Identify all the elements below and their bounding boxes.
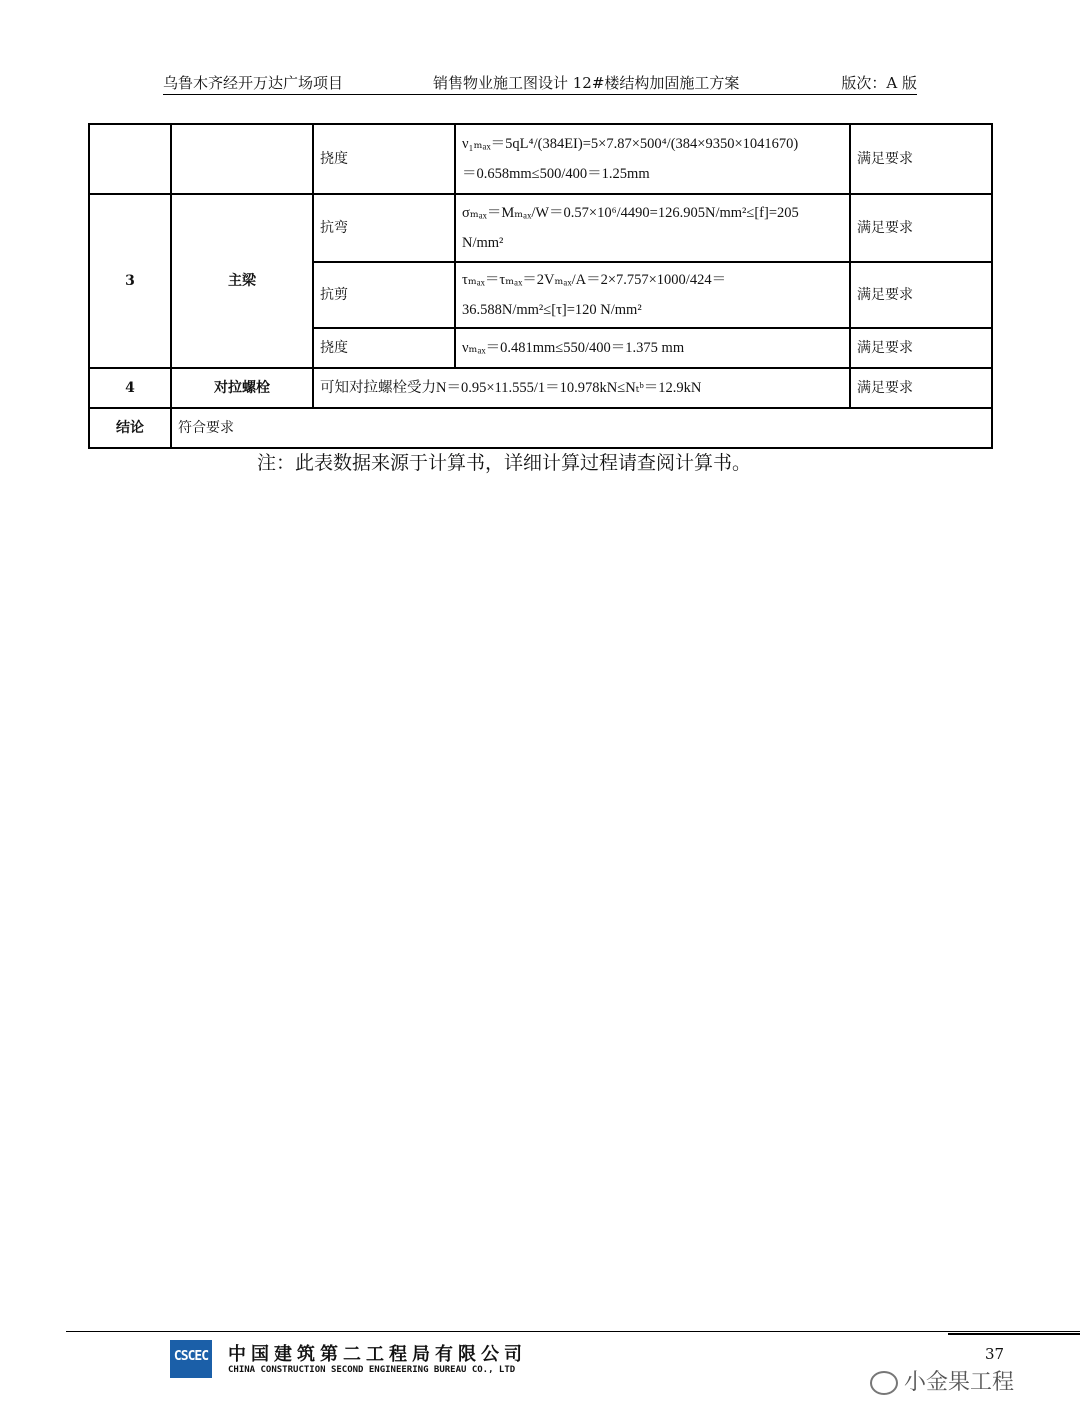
page-number: 37 [985, 1345, 1005, 1363]
formula-line: 36.588N/mm²≤[τ]=120 N/mm² [462, 302, 642, 318]
check-item: 挠度 [313, 124, 455, 194]
formula-cell: 可知对拉螺栓受力N＝0.95×11.555/1＝10.978kN≤Nₜᵇ＝12.9kN [313, 368, 850, 408]
logo-text: CSCEC [173, 1349, 209, 1364]
result-cell: 满足要求 [850, 368, 992, 408]
check-item: 抗剪 [313, 262, 455, 328]
calculation-table [88, 123, 993, 449]
formula-cell [455, 124, 850, 194]
company-name-cn: 中国建筑第二工程局有限公司 [228, 1344, 527, 1365]
page-header [163, 70, 917, 95]
row-number: 3 [89, 194, 171, 368]
formula-line: N/mm² [462, 235, 504, 251]
result-cell: 满足要求 [850, 262, 992, 328]
formula-line: τₘₐₓ＝τₘₐₓ＝2Vₘₐₓ/A＝2×7.757×1000/424＝ [462, 272, 727, 288]
watermark-text: 小金果工程 [904, 1370, 1015, 1395]
check-item: 抗弯 [313, 194, 455, 262]
formula-cell [455, 194, 850, 262]
empty-cell [89, 124, 171, 194]
table-row [89, 368, 992, 408]
header-version: 版次：A 版 [841, 74, 917, 92]
table-row [89, 408, 992, 448]
header-document-title: 销售物业施工图设计 12#楼结构加固施工方案 [433, 74, 740, 92]
header-project: 乌鲁木齐经开万达广场项目 [163, 74, 344, 92]
formula-line: ＝0.658mm≤500/400＝1.25mm [462, 166, 650, 182]
check-item: 挠度 [313, 328, 455, 368]
footer-divider [66, 1331, 1080, 1332]
watermark [870, 1365, 1014, 1396]
conclusion-text: 符合要求 [171, 408, 992, 448]
component-name: 对拉螺栓 [171, 368, 313, 408]
row-number: 4 [89, 368, 171, 408]
conclusion-label: 结论 [89, 408, 171, 448]
formula-cell [455, 262, 850, 328]
formula-cell: νₘₐₓ＝0.481mm≤550/400＝1.375 mm [455, 328, 850, 368]
footer-divider-thick [948, 1333, 1080, 1335]
wechat-icon [870, 1371, 898, 1395]
empty-cell [171, 124, 313, 194]
company-logo [170, 1340, 212, 1378]
formula-line: ν₁ₘₐₓ＝5qL⁴/(384EI)=5×7.87×500⁴/(384×9350×1041670) [462, 136, 799, 152]
component-name: 主梁 [171, 194, 313, 368]
table-row [89, 194, 992, 262]
formula-line: σₘₐₓ＝Mₘₐₓ/W＝0.57×10⁶/4490=126.905N/mm²≤[f]=205 [462, 205, 799, 221]
company-name-en: CHINA CONSTRUCTION SECOND ENGINEERING BUREAU CO., LTD [228, 1365, 516, 1375]
result-cell: 满足要求 [850, 194, 992, 262]
table-row [89, 124, 992, 194]
result-cell: 满足要求 [850, 124, 992, 194]
table-note: 注：此表数据来源于计算书，详细计算过程请查阅计算书。 [257, 452, 752, 474]
result-cell: 满足要求 [850, 328, 992, 368]
